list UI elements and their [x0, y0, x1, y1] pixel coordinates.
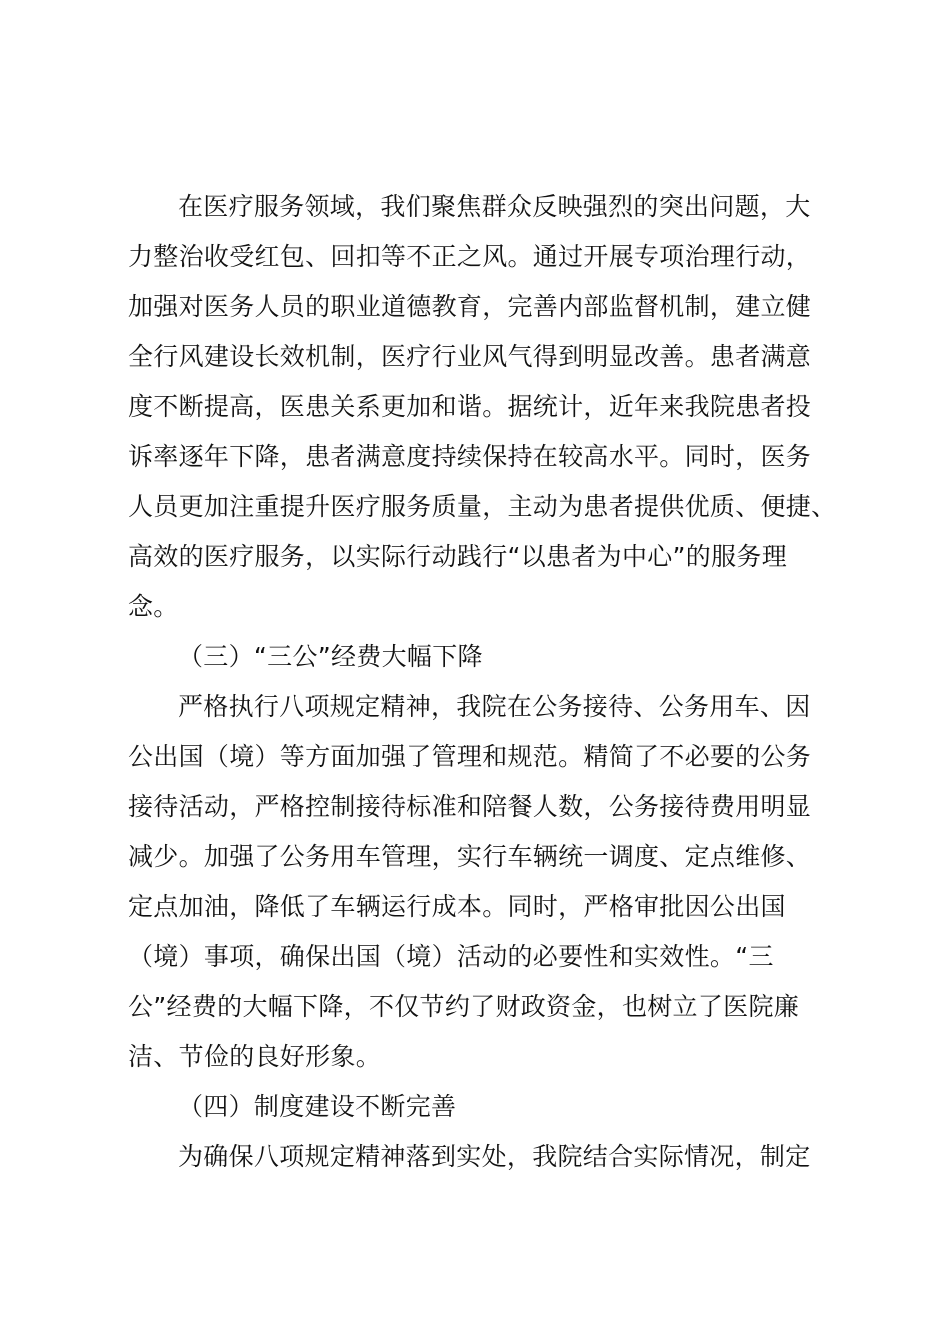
- paragraph-line: 公出国（境）等方面加强了管理和规范。精简了不必要的公务: [128, 742, 812, 771]
- paragraph-line: 念。: [128, 592, 179, 621]
- section-heading-three: （三）“三公”经费大幅下降: [178, 642, 483, 671]
- paragraph-line: 诉率逐年下降，患者满意度持续保持在较高水平。同时，医务: [128, 442, 812, 471]
- paragraph-line: 度不断提高，医患关系更加和谐。据统计，近年来我院患者投: [128, 392, 812, 421]
- paragraph-line: 减少。加强了公务用车管理，实行车辆统一调度、定点维修、: [128, 842, 812, 871]
- paragraph-line: 定点加油，降低了车辆运行成本。同时，严格审批因公出国: [128, 892, 786, 921]
- paragraph-line: 为确保八项规定精神落到实处，我院结合实际情况，制定: [178, 1142, 811, 1171]
- paragraph-line: 高效的医疗服务，以实际行动践行“以患者为中心”的服务理: [128, 542, 788, 571]
- paragraph-line: （境）事项，确保出国（境）活动的必要性和实效性。“三: [128, 942, 774, 971]
- paragraph-line: 力整治收受红包、回扣等不正之风。通过开展专项治理行动，: [128, 242, 812, 271]
- paragraph-line: 全行风建设长效机制，医疗行业风气得到明显改善。患者满意: [128, 342, 812, 371]
- paragraph-line: 在医疗服务领域，我们聚焦群众反映强烈的突出问题，大: [178, 192, 811, 221]
- paragraph-line: 严格执行八项规定精神，我院在公务接待、公务用车、因: [178, 692, 811, 721]
- paragraph-line: 加强对医务人员的职业道德教育，完善内部监督机制，建立健: [128, 292, 812, 321]
- section-heading-four: （四）制度建设不断完善: [178, 1092, 457, 1121]
- paragraph-line: 公”经费的大幅下降，不仅节约了财政资金，也树立了医院廉: [128, 992, 800, 1021]
- paragraph-line: 洁、节俭的良好形象。: [128, 1042, 382, 1071]
- paragraph-line: 接待活动，严格控制接待标准和陪餐人数，公务接待费用明显: [128, 792, 812, 821]
- paragraph-line: 人员更加注重提升医疗服务质量，主动为患者提供优质、便捷、: [128, 492, 837, 521]
